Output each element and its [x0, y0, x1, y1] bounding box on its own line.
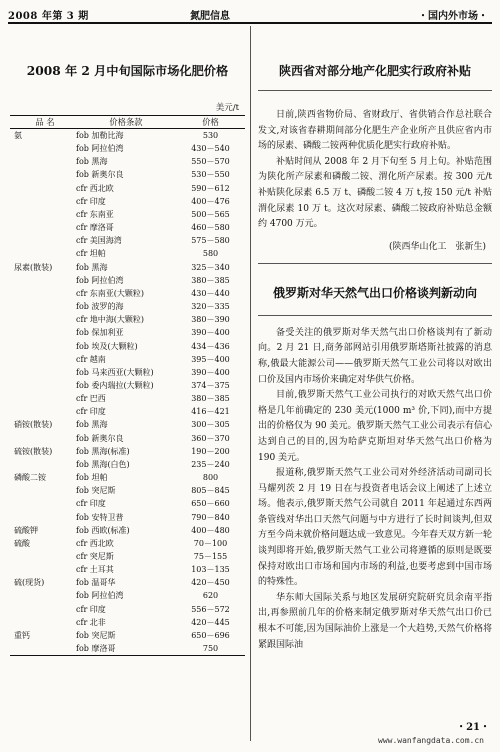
cell-price: 800 [202, 473, 219, 483]
price-table [10, 115, 245, 656]
cell-term: cfr 东南亚(大颗粒) [76, 288, 145, 298]
cell-term: fob 保加利亚 [76, 328, 124, 338]
cell-price: 805－845 [191, 486, 230, 496]
cell-price: 390－400 [191, 367, 230, 377]
article2-paragraph: 报道称,俄罗斯天然气工业公司对外经济活动司副司长马耀列茨 2 月 19 日在与投资者电话会议上阐述了上述立场。他表示,俄罗斯天然气公司就自 2011 年起通过东西两条管线对华出口天然气问题与中方进行了长时间谈判,但双方至今尚未就价格问题达成一致意见。今年春天双方新一轮谈判即将开始,俄罗斯天然气工业公司将遵循的原则是既要保持对欧出口市场和国内市场的利益,也要考虑到中国市场的特殊性。 [258, 468, 493, 588]
cell-product [10, 484, 76, 497]
cell-term: fob 西欧(标准) [76, 525, 130, 535]
cell-product [10, 340, 76, 353]
cell-price: 434－436 [191, 341, 230, 351]
cell-product [10, 589, 76, 602]
cell-product: 硫(现货) [14, 578, 45, 588]
table-row [10, 379, 245, 392]
unit-label: 美元/t [215, 103, 239, 113]
cell-product: 氨 [14, 131, 22, 140]
cell-product [10, 432, 76, 445]
cell-price: 190－200 [191, 446, 230, 456]
table-row [10, 511, 245, 524]
cell-price: 103－135 [191, 565, 230, 575]
table-row [10, 445, 245, 458]
cell-term: cfr 印度 [76, 196, 106, 206]
cell-price: 400－480 [191, 525, 230, 535]
cell-product [10, 497, 76, 510]
table-row [10, 392, 245, 405]
cell-product: 硝铵(散装) [14, 420, 53, 430]
cell-term: fob 安特卫普 [76, 512, 124, 522]
cell-term: cfr 印度 [76, 499, 106, 509]
table-row [10, 234, 245, 247]
article1-signature: (陕西华山化工 张新生) [388, 241, 486, 252]
cell-product [10, 616, 76, 629]
cell-product [10, 353, 76, 366]
table-row [10, 287, 245, 300]
cell-price: 320－335 [191, 302, 230, 312]
cell-term: cfr 突尼斯 [76, 552, 114, 561]
cell-price: 556－572 [191, 604, 230, 614]
table-row [10, 471, 245, 484]
table-row [10, 129, 245, 143]
cell-price: 390－400 [191, 328, 230, 338]
cell-term: fob 黑海 [76, 262, 108, 272]
table-row [10, 326, 245, 339]
cell-product [10, 405, 76, 418]
page-number: ・21・ [456, 722, 490, 733]
article1-paragraph: 补贴时间从 2008 年 2 月下旬至 5 月上旬。补贴范围为陕化所产尿素和磷酸二铵、渭化所产尿素。按 300 元/t 补贴陕化尿素 6.5 万 t、磷酸二铵 4 万 t,按 150 元/t 补贴渭化尿素 10 万 t。这次对尿素、磷酸二铵政府补贴总金额约 4700 万元。 [258, 156, 492, 230]
cell-term: cfr 北非 [76, 617, 106, 627]
table-row [10, 142, 245, 155]
cell-price: 620 [202, 591, 219, 601]
cell-product [10, 458, 76, 471]
cell-product [10, 142, 76, 155]
cell-product [10, 313, 76, 326]
table-row [10, 353, 245, 366]
table-row [10, 247, 245, 260]
col-term: 价格条款 [109, 117, 143, 127]
cell-price: 400－476 [191, 196, 230, 206]
cell-product [10, 642, 76, 656]
cell-term: cfr 印度 [76, 604, 106, 614]
cell-term: cfr 土耳其 [76, 565, 114, 575]
article2-paragraph: 目前,俄罗斯天然气工业公司执行的对欧天然气出口价格是几年前确定的 230 美元(1000 m³ 价,下同),而中方提出的价格仅为 90 美元。俄罗斯天然气工业公司表示有信心达到自己的目的,因为哈萨克斯坦对华天然气出口价格为 190 美元。 [258, 390, 492, 463]
cell-price: 420－445 [191, 617, 230, 627]
cell-price: 430－440 [191, 288, 230, 298]
cell-product [10, 603, 76, 616]
cell-term: cfr 地中海(大颗粒) [76, 315, 145, 325]
cell-price: 460－580 [191, 223, 230, 233]
cell-term: cfr 印度 [76, 407, 106, 417]
cell-product: 尿素(散装) [14, 262, 53, 272]
cell-product [10, 550, 76, 563]
cell-price: 380－390 [191, 315, 230, 325]
cell-price: 750 [176, 642, 245, 656]
table-row [10, 221, 245, 234]
cell-term: cfr 东南亚 [76, 209, 114, 219]
cell-term: fob 新奥尔良 [76, 433, 124, 443]
cell-price: 530 [202, 131, 219, 140]
cell-term: fob 加勒比海 [76, 131, 124, 140]
cell-term: cfr 坦帕 [76, 249, 106, 259]
cell-product [10, 234, 76, 247]
section-name: ・国内外市场・ [418, 11, 488, 22]
cell-price: 580 [202, 249, 219, 259]
cell-term: fob 埃及(大颗粒) [76, 341, 138, 351]
header-rule [8, 22, 492, 24]
table-row [10, 563, 245, 576]
issue-label: 2008 年第 3 期 [8, 11, 89, 22]
cell-product [10, 511, 76, 524]
table-row [10, 524, 245, 537]
cell-price: 500－565 [191, 209, 230, 219]
cell-product [10, 182, 76, 195]
table-row [10, 261, 245, 274]
cell-product [10, 287, 76, 300]
cell-term: fob 突尼斯 [76, 630, 116, 640]
cell-term: cfr 摩洛哥 [76, 223, 114, 233]
journal-name: 氮肥信息 [190, 11, 230, 22]
cell-term: fob 黑海(白色) [76, 459, 130, 469]
cell-term: fob 黑海 [76, 420, 108, 430]
cell-product: 硫酸钾 [14, 525, 38, 535]
table-row [10, 642, 245, 656]
table-row [10, 616, 245, 629]
cell-term: fob 阿拉伯湾 [76, 275, 124, 285]
cell-term: cfr 巴西 [76, 394, 106, 404]
table-row [10, 550, 245, 563]
cell-product: 重钙 [14, 630, 30, 640]
cell-product [10, 195, 76, 208]
cell-term: fob 突尼斯 [76, 486, 116, 496]
cell-product [10, 563, 76, 576]
article-divider [258, 263, 492, 264]
cell-product: 硫酸 [14, 538, 30, 548]
table-row [10, 603, 245, 616]
article2-paragraph: 备受关注的俄罗斯对华天然气出口价格谈判有了新动向。2 月 21 日,商务部网站引用俄罗斯塔斯社披露的消息称,俄最大能源公司——俄罗斯天然气工业公司将以对欧出口价及国内市场价来确定对华供气价格。 [258, 327, 492, 385]
cell-term: fob 委内瑞拉(大颗粒) [76, 380, 154, 390]
col-price: 价格 [202, 117, 219, 127]
table-row [10, 458, 245, 471]
cell-price: 650－696 [191, 630, 230, 640]
cell-price: 325－340 [191, 262, 230, 272]
cell-price: 380－385 [191, 394, 230, 404]
column-divider [250, 26, 251, 741]
table-row [10, 366, 245, 379]
cell-price: 430－540 [191, 144, 230, 154]
table-row [10, 405, 245, 418]
cell-term: fob 摩洛哥 [76, 642, 176, 656]
cell-product [10, 168, 76, 181]
table-row [10, 182, 245, 195]
table-row [10, 589, 245, 602]
cell-price: 374－375 [191, 380, 230, 390]
table-row [10, 418, 245, 431]
price-table-title: 2008 年 2 月中旬国际市场化肥价格 [26, 64, 229, 78]
article2-title: 俄罗斯对华天然气出口价格谈判新动向 [258, 284, 492, 316]
cell-term: fob 黑海(标准) [76, 446, 130, 456]
cell-price: 380－385 [191, 275, 230, 285]
cell-price: 790－840 [191, 512, 230, 522]
cell-price: 575－580 [191, 236, 230, 246]
cell-product [10, 326, 76, 339]
cell-product [10, 379, 76, 392]
table-header-row [10, 116, 245, 129]
table-row [10, 340, 245, 353]
watermark: www.wanfangdata.com.cn [378, 736, 484, 745]
cell-price: 530－550 [191, 170, 230, 180]
cell-term: cfr 美国海湾 [76, 236, 122, 246]
cell-term: cfr 西北欧 [76, 183, 114, 193]
cell-term: fob 马来西亚(大颗粒) [76, 367, 154, 377]
cell-product [10, 392, 76, 405]
cell-product: 硫铵(散装) [14, 446, 53, 456]
cell-price: 235－240 [191, 459, 230, 469]
cell-product [10, 274, 76, 287]
cell-term: fob 黑海 [76, 157, 108, 167]
cell-term: fob 阿拉伯湾 [76, 591, 124, 601]
table-row [10, 313, 245, 326]
cell-product [10, 366, 76, 379]
cell-term: cfr 西北欧 [76, 538, 114, 548]
cell-price: 70－100 [193, 538, 228, 548]
cell-price: 75－155 [193, 552, 228, 561]
price-table-body [10, 129, 245, 656]
news-column [258, 30, 492, 740]
cell-price: 550－570 [191, 157, 230, 167]
cell-product [10, 247, 76, 260]
cell-price: 395－400 [191, 354, 230, 364]
cell-term: fob 波罗的海 [76, 302, 124, 312]
article1-paragraph: 日前,陕西省物价局、省财政厅、省供销合作总社联合发文,对该省春耕期间部分化肥生产企业所产且供应省内市场的尿素、磷酸二铵两种优质化肥实行政府补贴。 [258, 110, 492, 152]
table-row [10, 168, 245, 181]
cell-price: 650－660 [191, 499, 230, 509]
cell-price: 360－370 [191, 433, 230, 443]
table-row [10, 629, 245, 642]
cell-product: 磷酸二铵 [14, 473, 46, 483]
cell-product [10, 208, 76, 221]
cell-price: 416－421 [191, 407, 230, 417]
cell-term: fob 新奥尔良 [76, 170, 124, 180]
cell-term: fob 温哥华 [76, 578, 116, 588]
cell-term: fob 阿拉伯湾 [76, 144, 124, 154]
cell-term: cfr 越南 [76, 354, 106, 364]
table-row [10, 208, 245, 221]
table-row [10, 274, 245, 287]
cell-price: 590－612 [191, 183, 230, 193]
table-row [10, 576, 245, 589]
cell-product [10, 300, 76, 313]
table-row [10, 537, 245, 550]
article1-title: 陕西省对部分地产化肥实行政府补贴 [258, 62, 492, 91]
table-row [10, 484, 245, 497]
cell-product [10, 155, 76, 168]
table-row [10, 497, 245, 510]
cell-term: fob 坦帕 [76, 473, 108, 483]
cell-price: 420－450 [191, 578, 230, 588]
article2-paragraph: 华东师大国际关系与地区发展研究院研究员余南平指出,再参照前几年的价格来制定俄罗斯对华天然气出口价已根本不可能,因为国际油价上涨是一个大趋势,天然气价格将紧跟国际油 [258, 592, 492, 650]
cell-price: 300－305 [191, 420, 230, 430]
col-product: 品 名 [35, 117, 55, 127]
price-column [10, 30, 245, 735]
table-row [10, 432, 245, 445]
table-row [10, 300, 245, 313]
table-row [10, 155, 245, 168]
cell-product [10, 221, 76, 234]
table-row [10, 195, 245, 208]
